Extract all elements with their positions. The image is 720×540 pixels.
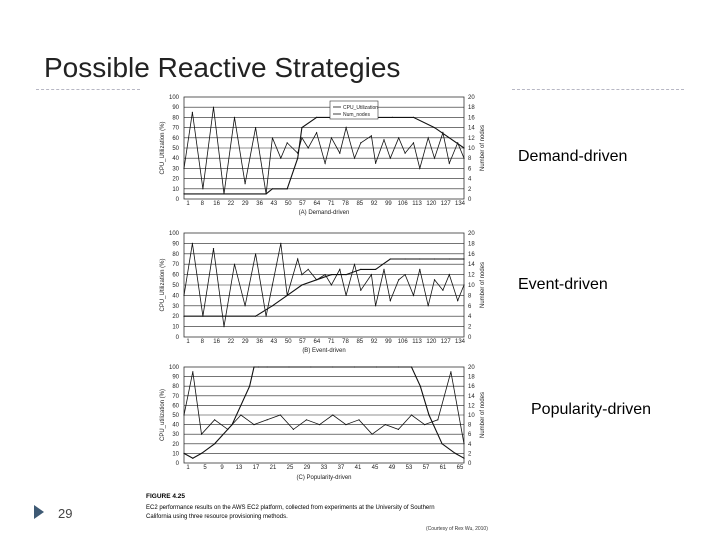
data-point [308, 147, 309, 148]
data-point [405, 258, 406, 259]
x-tick-label: 113 [412, 201, 422, 207]
data-point [457, 300, 458, 301]
x-tick-label: 1 [186, 339, 190, 345]
x-tick-label: 25 [286, 465, 294, 471]
data-point [297, 258, 298, 259]
data-point [375, 269, 376, 270]
y2-tick-label: 14 [468, 393, 475, 400]
y2-tick-label: 2 [468, 186, 472, 193]
y2-tick-label: 10 [468, 146, 475, 152]
data-point [234, 264, 235, 265]
x-tick-label: 134 [454, 201, 466, 207]
y-tick-label: 10 [172, 324, 179, 331]
y2-tick-label: 2 [468, 451, 472, 458]
y2-tick-label: 16 [468, 251, 475, 258]
y-tick-label: 100 [168, 231, 179, 237]
data-point [183, 316, 184, 317]
data-point [372, 434, 373, 435]
data-point [375, 305, 376, 306]
data-point [255, 316, 256, 317]
chart-subtitle: (B) Event-driven [302, 348, 346, 354]
x-tick-label: 106 [397, 339, 408, 345]
data-point [183, 168, 184, 169]
data-point [371, 135, 372, 136]
x-tick-label: 22 [227, 201, 235, 207]
data-point [280, 243, 281, 244]
y2-tick-label: 4 [468, 314, 472, 321]
x-tick-label: 127 [440, 201, 451, 207]
x-tick-label: 113 [412, 339, 422, 345]
y-tick-label: 50 [172, 413, 179, 419]
data-point [385, 424, 386, 425]
x-tick-label: 9 [220, 465, 224, 471]
x-tick-label: 99 [385, 201, 392, 207]
bullet-arrow-icon [34, 505, 44, 519]
legend-entry: CPU_Utilization [343, 105, 379, 111]
data-point [253, 366, 254, 367]
data-point [413, 117, 414, 118]
label-popularity-driven: Popularity-driven [531, 401, 652, 418]
y2-axis-label: Number of nodes [480, 391, 486, 439]
x-tick-label: 45 [371, 465, 379, 471]
x-tick-label: 78 [342, 201, 349, 207]
data-point [419, 168, 420, 169]
legend-entry: Num_nodes [343, 112, 370, 118]
y-tick-label: 0 [175, 335, 179, 341]
x-tick-label: 64 [313, 339, 321, 345]
data-point [293, 429, 294, 430]
data-point [272, 284, 273, 285]
chart-subtitle: (A) Demand-driven [298, 210, 350, 216]
y2-tick-label: 0 [468, 461, 472, 467]
data-point [301, 274, 302, 275]
data-point [345, 424, 346, 425]
data-point [308, 269, 309, 270]
y-tick-label: 30 [172, 303, 179, 310]
x-tick-label: 71 [327, 201, 335, 207]
data-point [213, 107, 214, 108]
data-point [455, 453, 456, 454]
y-axis-label: CPU_Utilization (%) [160, 121, 166, 175]
data-point [183, 414, 184, 415]
y2-tick-label: 14 [468, 262, 475, 269]
x-tick-label: 78 [342, 339, 349, 345]
data-point [449, 137, 450, 138]
y-tick-label: 10 [172, 451, 179, 458]
y2-tick-label: 18 [468, 241, 475, 248]
x-tick-label: 29 [241, 201, 249, 207]
data-point [331, 274, 332, 275]
x-tick-label: 36 [256, 339, 263, 345]
data-point [267, 366, 268, 367]
y-tick-label: 40 [172, 293, 179, 300]
data-point [437, 419, 438, 420]
y2-tick-label: 6 [468, 303, 472, 310]
x-tick-label: 36 [256, 201, 263, 207]
x-tick-label: 1 [186, 465, 190, 471]
data-point [434, 127, 435, 128]
x-tick-label: 43 [270, 339, 278, 345]
x-tick-label: 106 [397, 201, 408, 207]
data-point [213, 248, 214, 249]
y-tick-label: 80 [172, 115, 179, 122]
x-tick-label: 127 [440, 339, 451, 345]
data-point [192, 458, 193, 459]
data-point [325, 274, 326, 275]
data-point [258, 366, 259, 367]
data-point [411, 414, 412, 415]
y-tick-label: 30 [172, 166, 179, 173]
x-tick-label: 16 [213, 339, 220, 345]
x-tick-label: 120 [426, 339, 437, 345]
y2-tick-label: 14 [468, 125, 475, 132]
x-tick-label: 13 [235, 465, 243, 471]
x-tick-label: 92 [370, 339, 378, 345]
x-tick-label: 49 [388, 465, 396, 471]
x-tick-label: 16 [213, 201, 220, 207]
x-tick-label: 61 [439, 465, 447, 471]
data-point [383, 139, 384, 140]
data-point [413, 295, 414, 296]
x-tick-label: 65 [456, 465, 464, 471]
x-tick-label: 53 [405, 465, 413, 471]
y-axis-label: CPU_Utilization (%) [160, 258, 166, 312]
data-point [346, 274, 347, 275]
x-tick-label: 50 [284, 201, 292, 207]
label-event-driven: Event-driven [518, 276, 608, 293]
y-tick-label: 30 [172, 432, 179, 439]
data-point [316, 117, 317, 118]
y-tick-label: 20 [172, 441, 179, 448]
x-tick-label: 8 [200, 201, 204, 207]
data-point [449, 163, 450, 164]
data-point [405, 274, 406, 275]
data-point [202, 188, 203, 189]
data-point [339, 269, 340, 270]
y2-axis-label: Number of nodes [480, 261, 486, 309]
x-tick-label: 17 [252, 465, 260, 471]
data-point [428, 305, 429, 306]
y2-tick-label: 8 [468, 293, 472, 300]
x-tick-label: 22 [227, 339, 235, 345]
x-tick-label: 71 [327, 339, 335, 345]
data-point [287, 142, 288, 143]
data-point [297, 158, 298, 159]
x-tick-label: 134 [454, 339, 466, 345]
data-point [272, 137, 273, 138]
y-tick-label: 60 [172, 272, 179, 279]
x-tick-label: 41 [354, 465, 362, 471]
data-point [192, 371, 193, 372]
y2-tick-label: 0 [468, 335, 472, 341]
data-point [428, 137, 429, 138]
y2-tick-label: 12 [468, 403, 475, 410]
data-point [255, 127, 256, 128]
data-point [463, 147, 464, 148]
y2-tick-label: 10 [468, 413, 475, 419]
data-point [245, 305, 246, 306]
data-point [390, 258, 391, 259]
data-point [346, 127, 347, 128]
data-point [319, 424, 320, 425]
data-point [442, 443, 443, 444]
y2-tick-label: 18 [468, 374, 475, 381]
data-point [371, 274, 372, 275]
data-point [392, 117, 393, 118]
data-point [390, 158, 391, 159]
y-axis-label: CPU_utilization (%) [160, 388, 166, 442]
data-point [272, 188, 273, 189]
data-point [183, 295, 184, 296]
data-point [316, 279, 317, 280]
data-point [354, 158, 355, 159]
y-tick-label: 100 [168, 95, 179, 101]
x-tick-label: 29 [241, 339, 249, 345]
chart-panel-2 [160, 231, 486, 354]
data-point [201, 453, 202, 454]
data-point [249, 386, 250, 387]
data-point [354, 264, 355, 265]
label-demand-driven: Demand-driven [518, 148, 628, 165]
slide-title: Possible Reactive Strategies [44, 52, 401, 83]
y-tick-label: 0 [175, 461, 179, 467]
chart-subtitle: (C) Popularity-driven [296, 475, 352, 481]
x-tick-label: 85 [356, 339, 364, 345]
data-point [434, 158, 435, 159]
data-point [434, 258, 435, 259]
y-tick-label: 90 [172, 374, 179, 381]
data-point [376, 366, 377, 367]
data-point [424, 424, 425, 425]
y-tick-label: 100 [168, 365, 179, 371]
data-point [463, 443, 464, 444]
x-tick-label: 99 [385, 339, 392, 345]
data-point [266, 316, 267, 317]
data-point [183, 453, 184, 454]
data-point [245, 183, 246, 184]
data-point [332, 366, 333, 367]
y2-tick-label: 8 [468, 422, 472, 429]
caption-line-2: California using three resource provisioning methods. [146, 514, 288, 520]
y-tick-label: 80 [172, 384, 179, 391]
data-point [463, 158, 464, 159]
data-point [255, 253, 256, 254]
y-tick-label: 70 [172, 125, 179, 132]
chart-panel-1 [160, 95, 486, 216]
data-point [301, 284, 302, 285]
data-point [398, 429, 399, 430]
data-point [383, 269, 384, 270]
x-tick-label: 33 [320, 465, 328, 471]
y2-tick-label: 6 [468, 166, 472, 173]
data-point [360, 142, 361, 143]
data-point [232, 424, 233, 425]
data-point [419, 258, 420, 259]
data-point [463, 258, 464, 259]
data-point [287, 295, 288, 296]
x-tick-label: 43 [270, 201, 278, 207]
y-tick-label: 0 [175, 197, 179, 203]
data-point [214, 443, 215, 444]
data-point [463, 284, 464, 285]
y-tick-label: 10 [172, 186, 179, 193]
data-point [280, 414, 281, 415]
data-point [442, 290, 443, 291]
data-point [449, 274, 450, 275]
data-point [390, 300, 391, 301]
y2-tick-label: 12 [468, 135, 475, 142]
data-point [398, 279, 399, 280]
data-point [411, 366, 412, 367]
data-point [280, 158, 281, 159]
x-tick-label: 57 [299, 339, 306, 345]
data-point [375, 163, 376, 164]
data-point [288, 366, 289, 367]
y2-tick-label: 6 [468, 432, 472, 439]
y-tick-label: 90 [172, 241, 179, 248]
figure-credit: (Courtesy of Rex Wu, 2010) [426, 526, 488, 532]
y2-tick-label: 0 [468, 197, 472, 203]
data-point [310, 366, 311, 367]
data-point [346, 295, 347, 296]
y-tick-label: 50 [172, 283, 179, 289]
x-tick-label: 5 [203, 465, 207, 471]
y2-tick-label: 4 [468, 441, 472, 448]
y-tick-label: 60 [172, 135, 179, 142]
data-point [360, 290, 361, 291]
data-point [301, 127, 302, 128]
y2-tick-label: 10 [468, 283, 475, 289]
x-tick-label: 50 [284, 339, 292, 345]
data-point [339, 153, 340, 154]
data-point [332, 414, 333, 415]
page-number: 29 [58, 506, 73, 521]
data-point [223, 326, 224, 327]
y-tick-label: 40 [172, 422, 179, 429]
x-tick-label: 37 [337, 465, 345, 471]
data-point [358, 419, 359, 420]
y-tick-label: 50 [172, 146, 179, 152]
data-point [272, 305, 273, 306]
data-point [267, 419, 268, 420]
y2-tick-label: 18 [468, 105, 475, 112]
data-point [419, 269, 420, 270]
data-point [398, 366, 399, 367]
y2-tick-label: 2 [468, 324, 472, 331]
data-point [434, 279, 435, 280]
x-tick-label: 29 [303, 465, 311, 471]
y2-tick-label: 20 [468, 231, 475, 237]
x-tick-label: 8 [200, 339, 204, 345]
x-tick-label: 92 [370, 201, 378, 207]
y-tick-label: 20 [172, 176, 179, 183]
data-point [234, 117, 235, 118]
data-point [360, 269, 361, 270]
data-point [331, 137, 332, 138]
data-point [192, 112, 193, 113]
data-point [331, 284, 332, 285]
data-point [405, 153, 406, 154]
y2-tick-label: 12 [468, 272, 475, 279]
y2-tick-label: 4 [468, 176, 472, 183]
y-tick-label: 70 [172, 262, 179, 269]
y2-tick-label: 20 [468, 95, 475, 101]
x-tick-label: 1 [186, 201, 190, 207]
data-point [192, 243, 193, 244]
y2-tick-label: 16 [468, 115, 475, 122]
data-point [214, 419, 215, 420]
data-point [413, 142, 414, 143]
x-tick-label: 57 [422, 465, 430, 471]
x-tick-label: 64 [313, 201, 321, 207]
data-point [301, 137, 302, 138]
data-point [428, 414, 429, 415]
x-tick-label: 57 [299, 201, 306, 207]
chart-panel-3 [160, 365, 486, 481]
data-point [463, 458, 464, 459]
data-point [325, 163, 326, 164]
y-tick-label: 60 [172, 403, 179, 410]
data-point [183, 193, 184, 194]
data-point [266, 193, 267, 194]
data-point [316, 132, 317, 133]
data-point [398, 137, 399, 138]
y2-tick-label: 16 [468, 384, 475, 391]
data-point [449, 258, 450, 259]
x-tick-label: 85 [356, 201, 364, 207]
y-tick-label: 40 [172, 156, 179, 163]
data-point [420, 386, 421, 387]
data-point [450, 371, 451, 372]
x-tick-label: 120 [426, 201, 437, 207]
y2-axis-label: Number of nodes [480, 124, 486, 172]
data-point [201, 434, 202, 435]
y-tick-label: 80 [172, 251, 179, 258]
x-tick-label: 21 [269, 465, 277, 471]
y-tick-label: 70 [172, 393, 179, 400]
caption-line-1: EC2 performance results on the AWS EC2 platform, collected from experiments at the University of Southern [146, 505, 435, 511]
y2-tick-label: 8 [468, 156, 472, 163]
data-point [354, 366, 355, 367]
data-point [253, 424, 254, 425]
data-point [287, 188, 288, 189]
data-point [306, 419, 307, 420]
y-tick-label: 90 [172, 105, 179, 112]
data-point [240, 414, 241, 415]
y2-tick-label: 20 [468, 365, 475, 371]
caption-title: FIGURE 4.25 [146, 493, 186, 500]
y-tick-label: 20 [172, 314, 179, 321]
